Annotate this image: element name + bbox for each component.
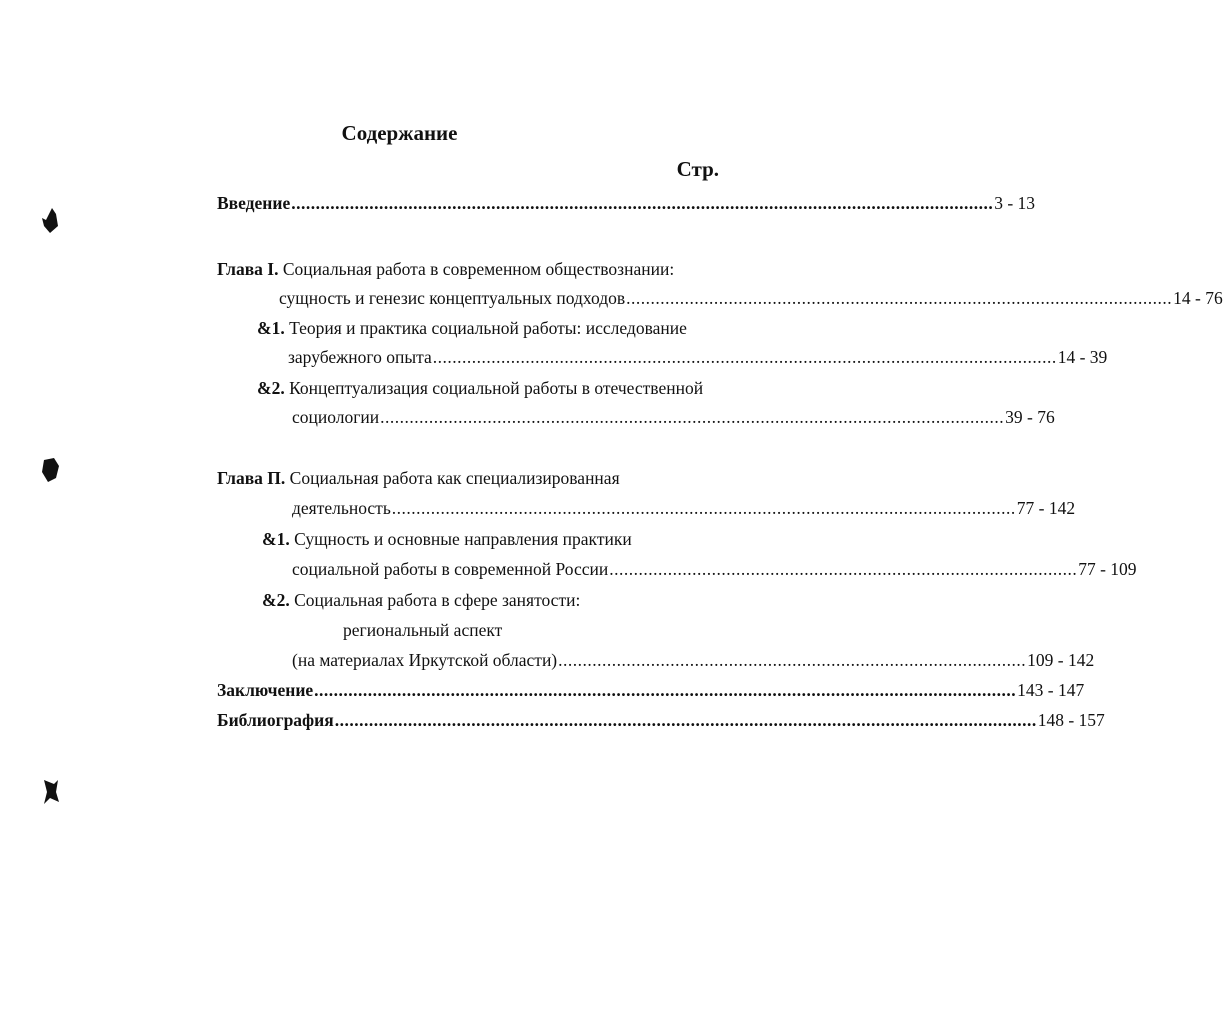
toc-ch2-s2-line3	[292, 649, 1095, 671]
scan-mark-1	[38, 206, 62, 236]
page-title: Содержание	[341, 121, 458, 145]
leader-dots: ................................................................................................................................................	[291, 193, 994, 213]
toc-entry-conclusion	[217, 679, 1085, 701]
scan-mark-2	[38, 456, 62, 486]
leader-dots: ................................................................................................................................................	[334, 710, 1037, 730]
toc-ch2-s2-line2: региональный аспект	[343, 620, 503, 640]
leader-dots: ................................................................................................................................	[432, 347, 1057, 367]
toc-label: Введение	[217, 193, 291, 213]
leader-dots: ................................................................................................................	[626, 288, 1173, 308]
section-title: Теория и практика социальной работы: исследование	[289, 318, 687, 338]
section-prefix: &1.	[257, 318, 285, 338]
toc-ch2-s1-line2	[292, 558, 1137, 580]
toc-chapter2-line1	[217, 467, 620, 489]
section-title-cont: зарубежного опыта	[288, 347, 432, 367]
toc-ch2-s1-line1	[262, 528, 632, 550]
toc-label: Заключение	[217, 680, 314, 700]
chapter-title-cont: сущность и генезис концептуальных подходов	[279, 288, 626, 308]
section-title: Социальная работа в сфере занятости:	[294, 590, 581, 610]
leader-dots: ................................................................................................................................	[391, 498, 1016, 518]
section-title-cont: социологии	[292, 407, 380, 427]
section-prefix: &1.	[262, 529, 290, 549]
toc-entry-intro	[217, 192, 1036, 214]
section-title-cont: социальной работы в современной России	[292, 559, 609, 579]
leader-dots: ................................................................................................................................	[380, 407, 1005, 427]
toc-ch1-s1-line2	[288, 346, 1108, 368]
toc-pages: 39 - 76	[1005, 407, 1055, 427]
section-title: Концептуализация социальной работы в отечественной	[289, 378, 704, 398]
toc-ch1-s2-line1	[257, 377, 703, 399]
toc-pages: 77 - 109	[1078, 559, 1137, 579]
section-prefix: &2.	[257, 378, 285, 398]
toc-pages: 3 - 13	[994, 193, 1036, 213]
section-title-cont: (на материалах Иркутской области)	[292, 650, 558, 670]
toc-pages: 14 - 76	[1173, 288, 1223, 308]
toc-pages: 148 - 157	[1037, 710, 1105, 730]
section-title: Сущность и основные направления практики	[294, 529, 632, 549]
chapter-title: Социальная работа в современном обществознании:	[282, 259, 675, 279]
leader-dots: ................................................................................................	[558, 650, 1027, 670]
toc-chapter1-line2	[279, 287, 1223, 309]
chapter-prefix: Глава I.	[217, 259, 279, 279]
toc-pages: 143 - 147	[1017, 680, 1085, 700]
toc-pages: 14 - 39	[1057, 347, 1108, 367]
toc-ch1-s1-line1	[257, 317, 687, 339]
toc-ch1-s2-line2	[292, 406, 1055, 428]
leader-dots: ................................................................................................................................................	[314, 680, 1017, 700]
chapter-prefix: Глава П.	[217, 468, 286, 488]
toc-label: Библиография	[217, 710, 334, 730]
section-prefix: &2.	[262, 590, 290, 610]
chapter-title-cont: деятельность	[292, 498, 391, 518]
toc-ch2-s2-line1	[262, 589, 580, 611]
toc-pages: 109 - 142	[1027, 650, 1095, 670]
scan-mark-3	[40, 778, 62, 806]
toc-chapter2-line2	[292, 497, 1076, 519]
toc-chapter1-line1	[217, 258, 674, 280]
chapter-title: Социальная работа как специализированная	[289, 468, 620, 488]
leader-dots: ................................................................................................	[609, 559, 1078, 579]
pages-column-header: Стр.	[676, 157, 719, 181]
toc-entry-bibliography	[217, 709, 1105, 731]
toc-pages: 77 - 142	[1016, 498, 1076, 518]
